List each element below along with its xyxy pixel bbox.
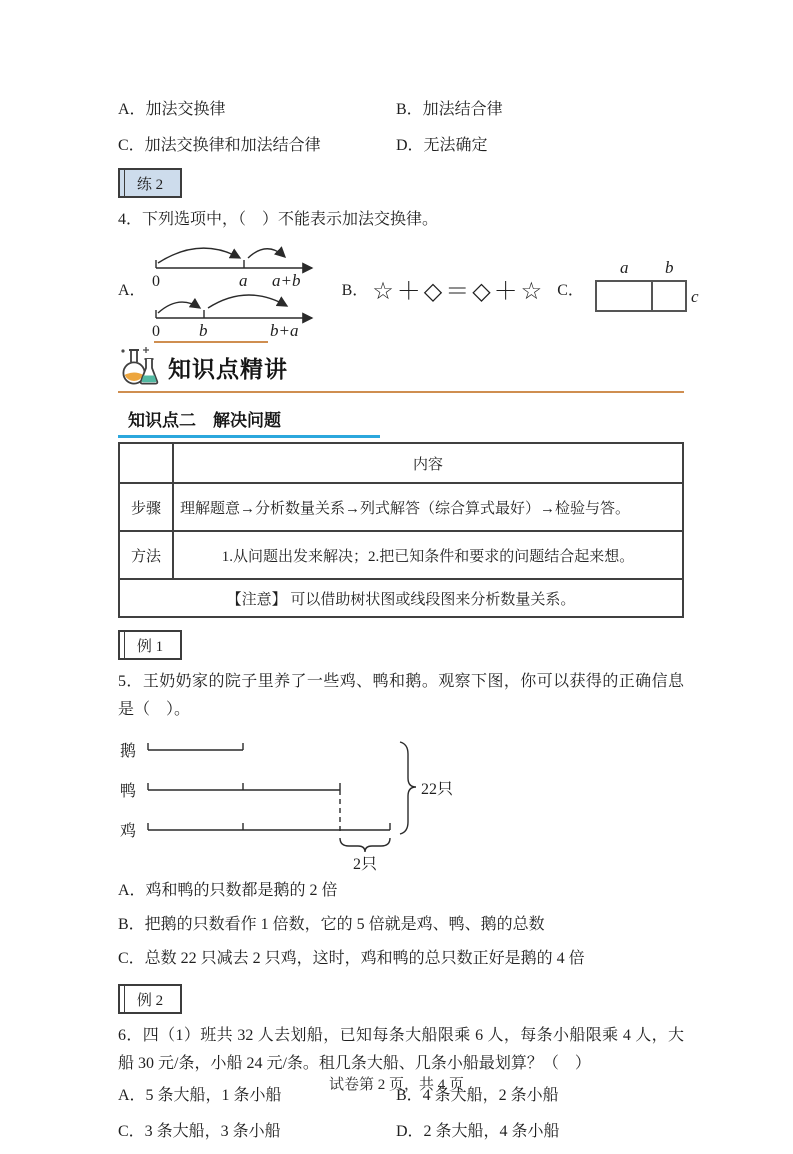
q4-option-b-equation: ☆＋◇＝◇＋☆: [372, 278, 546, 305]
section-header: [118, 344, 684, 393]
table-note-row: [119, 579, 683, 617]
q5-option-c: C．总数 22 只减去 2 只鸡，这时，鸡和鸭的总只数正好是鹅的 4 倍: [118, 950, 585, 967]
table-steps-label: 步骤: [119, 483, 173, 531]
page-content: [118, 96, 699, 1154]
section-title: 知识点精讲: [168, 355, 288, 382]
numberline-bottom-start: 0: [151, 323, 160, 340]
q4-option-c: [557, 255, 706, 321]
numberline-bottom-mid: b: [198, 321, 208, 340]
numberline-bottom-end: b+a: [269, 321, 299, 340]
header-top-line: [154, 341, 268, 343]
knowledge-table: [118, 442, 684, 618]
q6-option-c: C．3 条大船，3 条小船: [118, 1123, 281, 1140]
option-d: D．无法确定: [396, 137, 488, 154]
numberline-top-end: a+b: [271, 271, 301, 290]
numberline-top-start: 0: [151, 273, 160, 290]
q4-option-a: [118, 238, 330, 338]
numberline-top-mid: a: [238, 271, 248, 290]
table-method-content: 1.从问题出发来解决；2.把已知条件和要求的问题结合起来想。: [173, 531, 683, 579]
prev-options-row-2: [118, 132, 684, 159]
question-5-stem: 5．王奶奶家的院子里养了一些鸡、鸭和鹅。观察下图，你可以获得的正确信息是（ ）。: [118, 673, 684, 718]
q6-options-row-2: [118, 1118, 684, 1145]
q4-option-c-label: C．: [557, 281, 584, 299]
knowledge-point-2: [118, 406, 684, 438]
q4-option-b-label: B．: [341, 281, 369, 299]
table-header-empty-cell: [119, 443, 173, 483]
table-header-row: [119, 443, 683, 483]
bar-extra-label: 2只: [353, 856, 378, 873]
q6-option-b: B．4 条大船，2 条小船: [396, 1087, 559, 1104]
header-underline: [118, 391, 684, 393]
table-row-steps: [119, 483, 683, 531]
q4-option-a-label: A．: [118, 281, 146, 299]
rect-label-b: b: [664, 258, 674, 277]
bar-diagram: [118, 730, 478, 872]
example-1-badge: [118, 630, 182, 660]
question-4-diagram-row: [118, 238, 699, 340]
table-steps-content: 理解题意→分析数量关系→列式解答（综合算式最好）→检验与答。: [173, 483, 683, 531]
knowledge-point-2-underline: [118, 435, 380, 438]
bar-row-label-chicken: 鸡: [120, 823, 137, 840]
bar-row-label-duck: 鸭: [120, 783, 137, 800]
knowledge-point-2-title: 知识点二 解决问题: [128, 411, 281, 430]
question-4-stem: 4．下列选项中，（ ）不能表示加法交换律。: [118, 211, 439, 228]
option-b: B．加法结合律: [396, 101, 503, 118]
practice-2-badge-label: 练 2: [136, 176, 164, 193]
prev-options-row-1: [118, 96, 684, 123]
numberline-diagram: [150, 238, 330, 338]
table-method-label: 方法: [119, 531, 173, 579]
page-footer: 试卷第 2 页，共 4 页: [328, 1077, 464, 1093]
practice-2-badge: [118, 168, 182, 198]
question-6-stem: 6．四（1）班共 32 人去划船，已知每条大船限乘 6 人，每条小船限乘 4 人，大船 30 元/条，小船 24 元/条。租几条大船、几条小船最划算？（ ）: [118, 1027, 684, 1072]
q5-option-a: A．鸡和鸭的只数都是鹅的 2 倍: [118, 882, 338, 899]
rect-label-a: a: [619, 258, 629, 277]
option-a: A．加法交换律: [118, 101, 226, 118]
example-1-badge-label: 例 1: [136, 638, 164, 655]
q4-option-b: [342, 271, 546, 306]
example-2-badge-label: 例 2: [136, 992, 164, 1009]
table-row-method: [119, 531, 683, 579]
flask-icon: [118, 345, 160, 389]
table-header-cell: 内容: [173, 443, 683, 483]
bar-row-label-goose: 鹅: [120, 743, 137, 760]
rect-diagram: [588, 255, 706, 321]
rect-label-c: c: [690, 287, 699, 306]
table-note-cell: 【注意】 可以借助树状图或线段图来分析数量关系。: [119, 579, 683, 617]
header-title-row: [118, 344, 684, 390]
bar-total-label: 22只: [421, 781, 454, 798]
example-2-badge: [118, 984, 182, 1014]
q5-option-b: B．把鹅的只数看作 1 倍数，它的 5 倍就是鸡、鸭、鹅的总数: [118, 916, 545, 933]
q6-option-d: D．2 条大船，4 条小船: [396, 1123, 560, 1140]
option-c: C．加法交换律和加法结合律: [118, 137, 321, 154]
q6-option-a: A．5 条大船，1 条小船: [118, 1087, 282, 1104]
